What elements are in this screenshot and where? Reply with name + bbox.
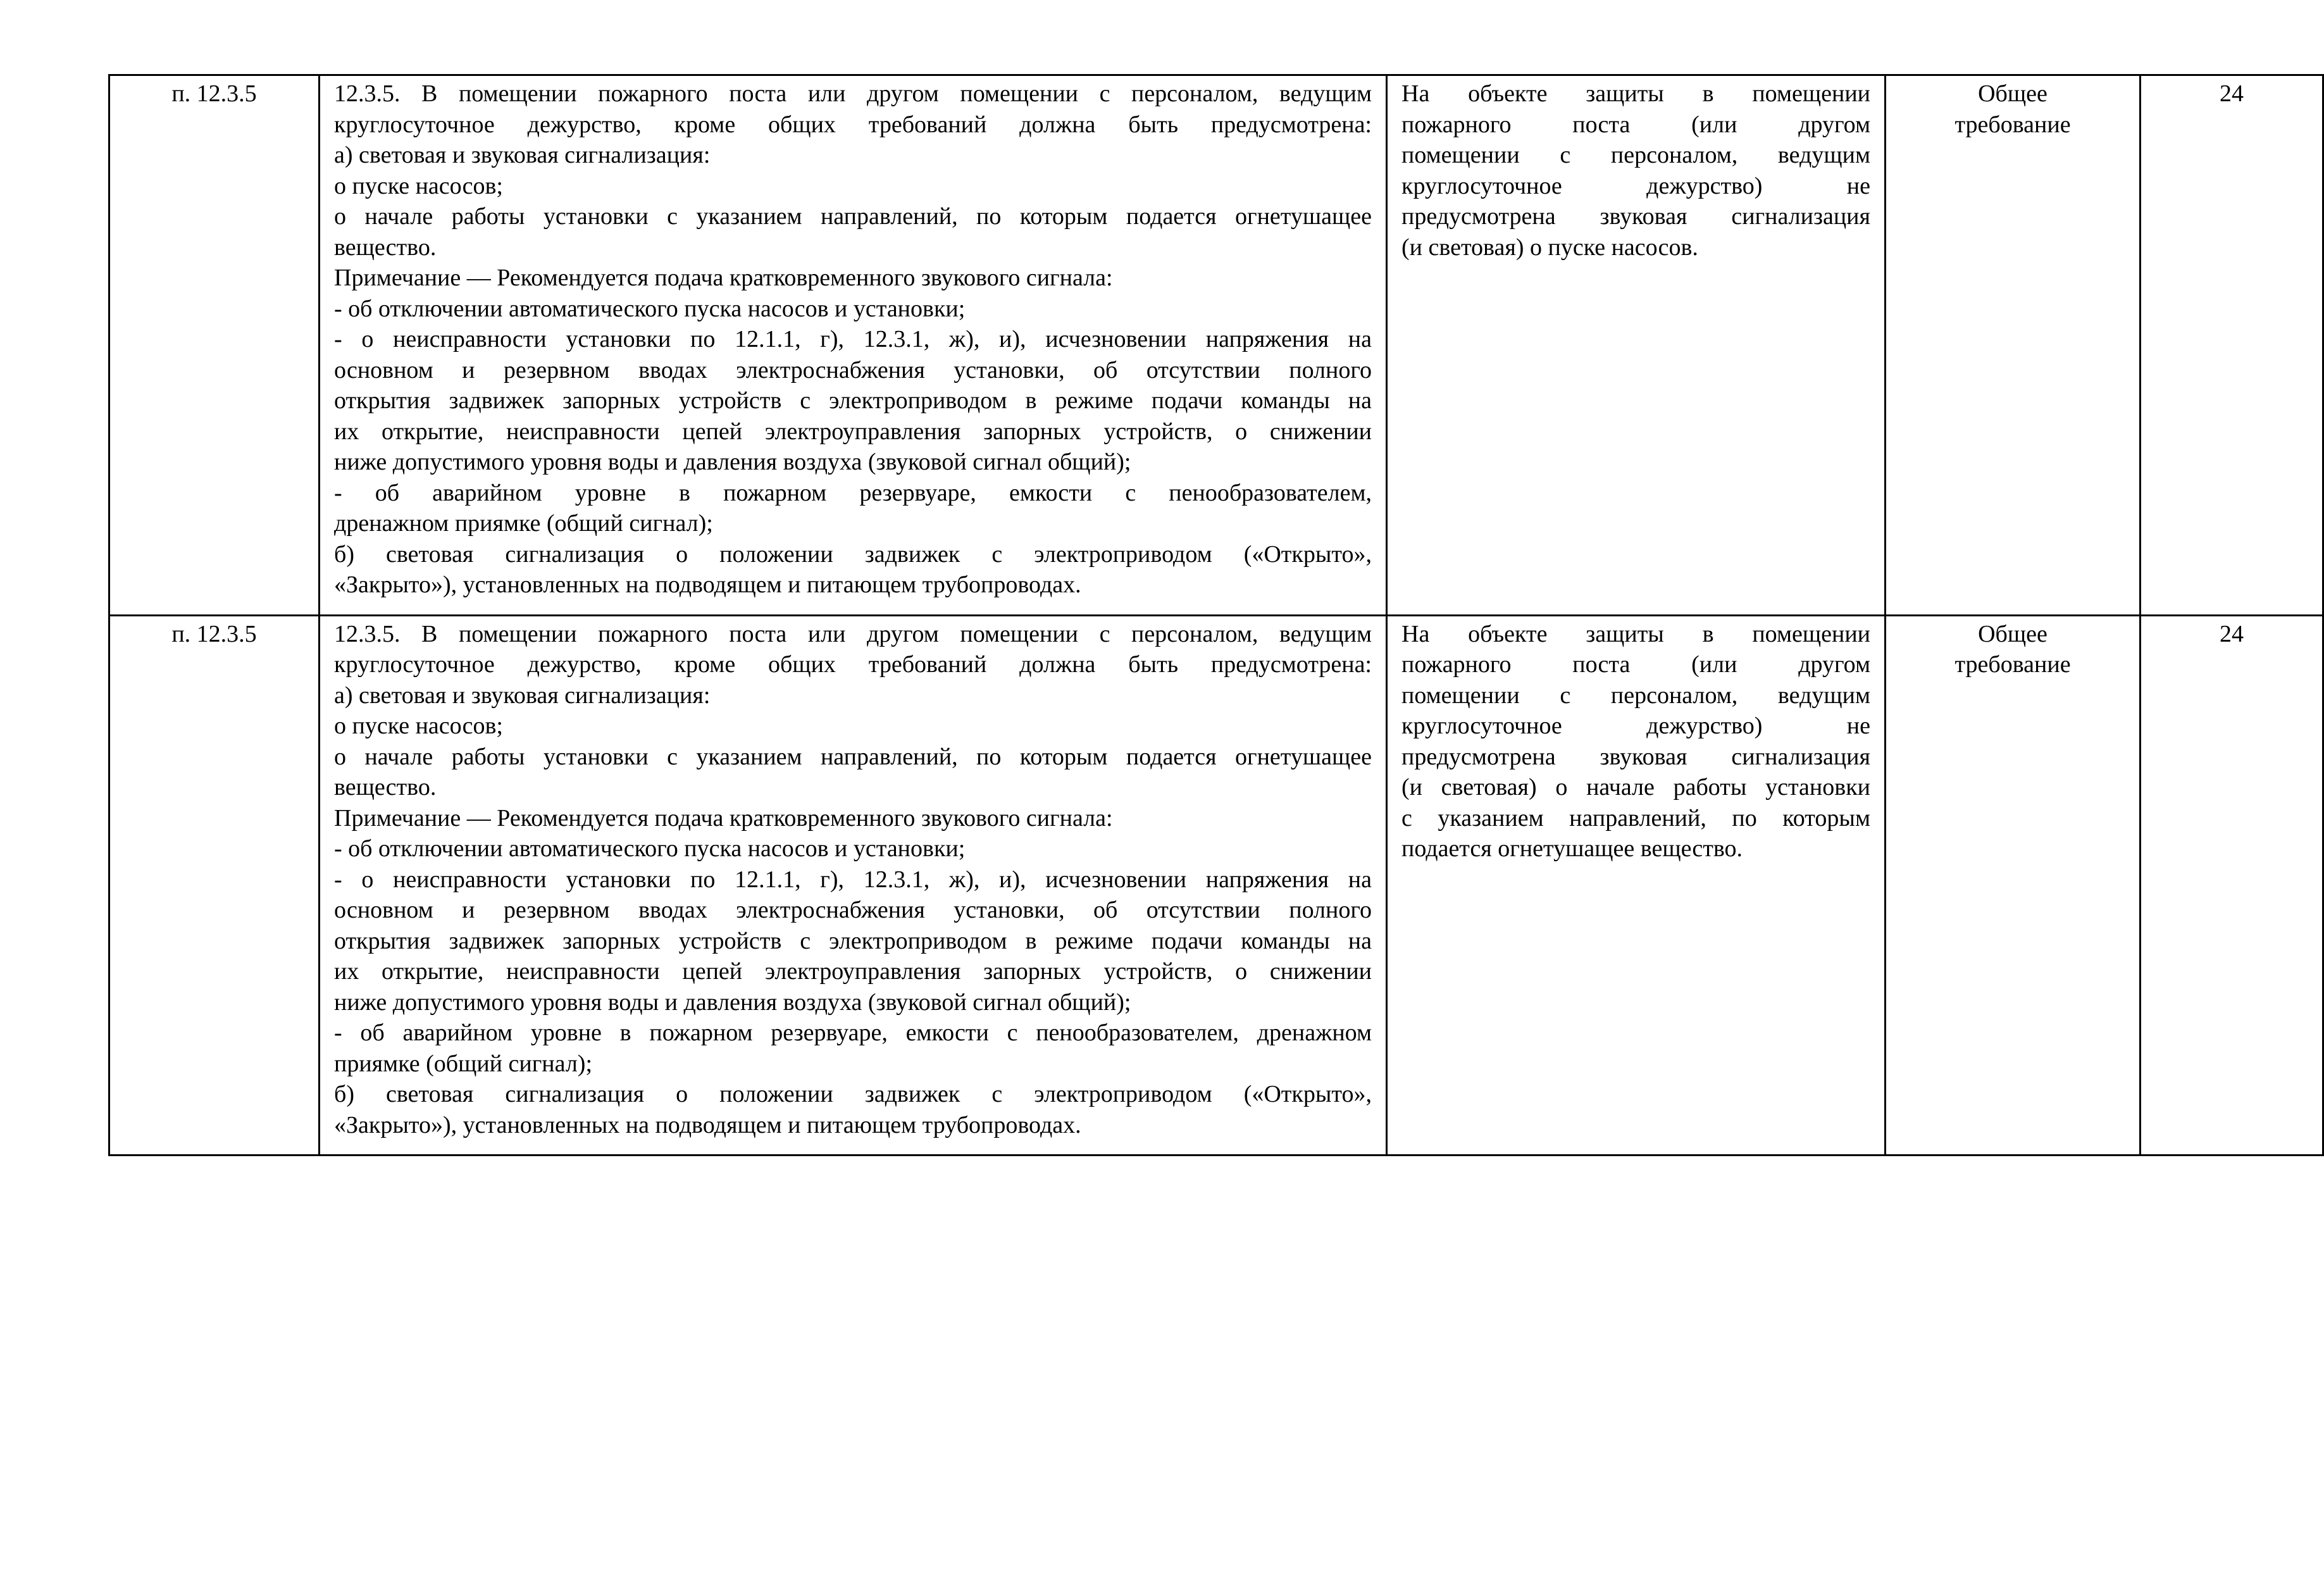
requirement-line: о пуске насосов; bbox=[334, 172, 503, 199]
requirement-line: дренажном приямке (общий сигнал); bbox=[334, 510, 713, 537]
requirement-line: б) световая сигнализация о положении задвижек с электроприводом («Открыто», bbox=[334, 540, 1372, 568]
clause-ref-cell: п. 12.3.5 bbox=[109, 75, 320, 616]
document-number-cell: 24 bbox=[2141, 615, 2323, 1156]
requirement-line: круглосуточное дежурство, кроме общих требований должна быть предусмотрена: bbox=[334, 111, 1372, 138]
requirement-line: - об отключении автоматического пуска насосов и установки; bbox=[334, 835, 966, 862]
requirement-line: 12.3.5. В помещении пожарного поста или другом помещении с персоналом, ведущим bbox=[334, 80, 1372, 107]
requirement-line: ниже допустимого уровня воды и давления воздуха (звуковой сигнал общий); bbox=[334, 449, 1131, 475]
requirement-line: - об аварийном уровне в пожарном резервуаре, емкости с пенообразователем, дренажном bbox=[334, 1019, 1372, 1046]
document-number-cell: 24 bbox=[2141, 75, 2323, 616]
requirement-line: «Закрыто»), установленных на подводящем и питающем трубопроводах. bbox=[334, 571, 1081, 598]
requirement-line: приямке (общий сигнал); bbox=[334, 1050, 592, 1077]
violation-line: подается огнетушащее вещество. bbox=[1401, 835, 1743, 862]
violation-line: предусмотрена звуковая сигнализация bbox=[1401, 743, 1870, 770]
violation-line: круглосуточное дежурство) не bbox=[1401, 713, 1870, 739]
requirement-line: вещество. bbox=[334, 774, 437, 801]
requirement-line: вещество. bbox=[334, 234, 437, 261]
violation-line: пожарного поста (или другом bbox=[1401, 111, 1870, 138]
requirement-line: основном и резервном вводах электроснабжения установки, об отсутствии полного bbox=[334, 356, 1372, 383]
requirement-line: их открытие, неисправности цепей электроуправления запорных устройств, о снижении bbox=[334, 958, 1372, 985]
requirement-type-line: Общее bbox=[1978, 80, 2047, 107]
violation-line: предусмотрена звуковая сигнализация bbox=[1401, 203, 1870, 230]
requirement-line: их открытие, неисправности цепей электроуправления запорных устройств, о снижении bbox=[334, 418, 1372, 445]
requirement-text-cell bbox=[320, 615, 1387, 1156]
requirement-line: Примечание — Рекомендуется подача кратковременного звукового сигнала: bbox=[334, 265, 1113, 291]
requirement-type-cell bbox=[1886, 615, 2141, 1156]
requirement-line: а) световая и звуковая сигнализация: bbox=[334, 142, 711, 168]
violation-line: На объекте защиты в помещении bbox=[1401, 620, 1870, 647]
requirement-line: о пуске насосов; bbox=[334, 713, 503, 739]
violation-line: помещении с персоналом, ведущим bbox=[1401, 682, 1870, 709]
requirement-line: - об отключении автоматического пуска насосов и установки; bbox=[334, 295, 966, 322]
violation-line: с указанием направлений, по которым bbox=[1401, 804, 1870, 832]
requirement-line: основном и резервном вводах электроснабжения установки, об отсутствии полного bbox=[334, 897, 1372, 923]
violation-line: На объекте защиты в помещении bbox=[1401, 80, 1870, 107]
table-row bbox=[109, 75, 2323, 616]
requirement-line: - о неисправности установки по 12.1.1, г), 12.3.1, ж), и), исчезновении напряжения на bbox=[334, 326, 1372, 352]
requirement-type-line: требование bbox=[1954, 111, 2071, 138]
requirement-line: «Закрыто»), установленных на подводящем и питающем трубопроводах. bbox=[334, 1111, 1081, 1138]
violation-line: помещении с персоналом, ведущим bbox=[1401, 142, 1870, 168]
clause-ref-cell: п. 12.3.5 bbox=[109, 615, 320, 1156]
requirement-line: - об аварийном уровне в пожарном резервуаре, емкости с пенообразователем, bbox=[334, 479, 1372, 506]
violation-text-cell bbox=[1387, 615, 1886, 1156]
violations-table-body bbox=[109, 75, 2323, 1156]
requirement-line: б) световая сигнализация о положении задвижек с электроприводом («Открыто», bbox=[334, 1081, 1372, 1107]
requirement-line: а) световая и звуковая сигнализация: bbox=[334, 682, 711, 709]
requirement-type-cell bbox=[1886, 75, 2141, 616]
violation-line: пожарного поста (или другом bbox=[1401, 651, 1870, 678]
requirement-line: о начале работы установки с указанием направлений, по которым подается огнетушащее bbox=[334, 743, 1372, 770]
requirement-line: ниже допустимого уровня воды и давления воздуха (звуковой сигнал общий); bbox=[334, 988, 1131, 1016]
requirement-line: о начале работы установки с указанием направлений, по которым подается огнетушащее bbox=[334, 203, 1372, 230]
table-row bbox=[109, 615, 2323, 1156]
violation-line: круглосуточное дежурство) не bbox=[1401, 172, 1870, 199]
violation-text-cell bbox=[1387, 75, 1886, 616]
requirement-line: 12.3.5. В помещении пожарного поста или другом помещении с персоналом, ведущим bbox=[334, 620, 1372, 647]
violation-line: (и световая) о начале работы установки bbox=[1401, 774, 1870, 801]
requirement-line: открытия задвижек запорных устройств с электроприводом в режиме подачи команды на bbox=[334, 927, 1372, 954]
requirement-line: круглосуточное дежурство, кроме общих требований должна быть предусмотрена: bbox=[334, 651, 1372, 678]
violations-table bbox=[108, 74, 2324, 1156]
violation-line: (и световая) о пуске насосов. bbox=[1401, 234, 1698, 261]
requirement-line: открытия задвижек запорных устройств с электроприводом в режиме подачи команды на bbox=[334, 387, 1372, 414]
requirement-type-line: Общее bbox=[1978, 620, 2047, 647]
requirement-line: Примечание — Рекомендуется подача кратковременного звукового сигнала: bbox=[334, 804, 1113, 832]
requirement-line: - о неисправности установки по 12.1.1, г), 12.3.1, ж), и), исчезновении напряжения на bbox=[334, 866, 1372, 893]
requirement-type-line: требование bbox=[1954, 651, 2071, 678]
requirement-text-cell bbox=[320, 75, 1387, 616]
